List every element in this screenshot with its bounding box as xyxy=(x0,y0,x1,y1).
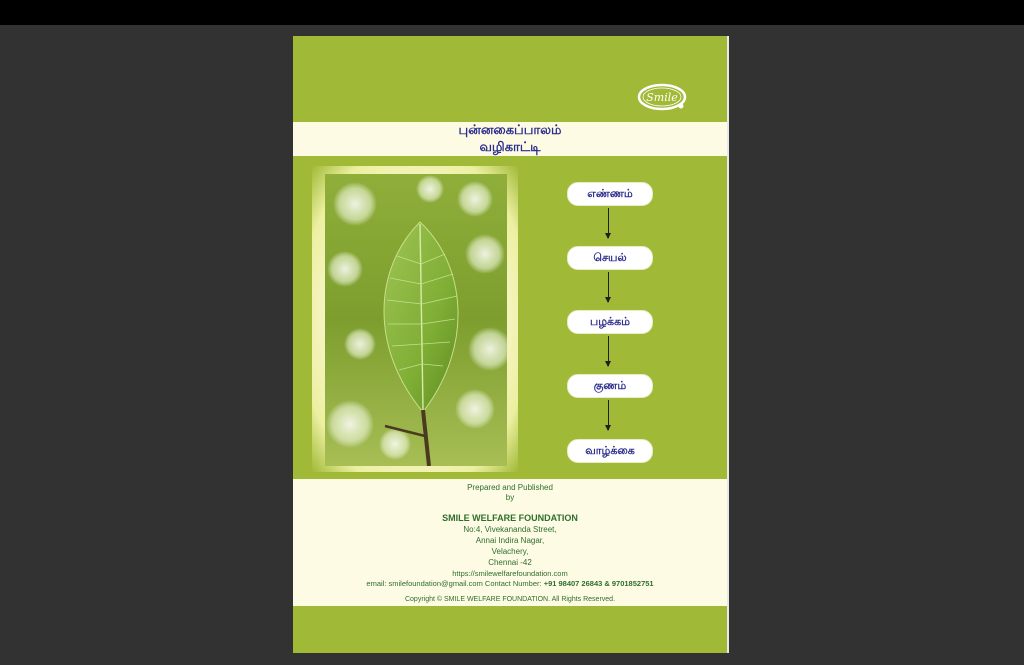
title-line-2: வழிகாட்டி xyxy=(479,140,541,155)
flow-step-gunam: குணம் xyxy=(567,374,653,398)
email-text: email: smilefoundation@gmail.com Contact Number: xyxy=(366,579,544,588)
flow-arrow-3 xyxy=(608,336,609,366)
prepared-text: Prepared and Published xyxy=(467,483,553,492)
phone-numbers: +91 98407 26843 & 9701852751 xyxy=(543,579,654,588)
org-name: SMILE WELFARE FOUNDATION xyxy=(442,513,578,523)
website-link[interactable]: https://smilewelfarefoundation.com xyxy=(452,569,568,578)
contact-line xyxy=(293,579,727,589)
by-text: by xyxy=(505,493,515,502)
flow-step-ennam: எண்ணம் xyxy=(567,182,653,206)
smile-logo-icon xyxy=(636,81,688,113)
address-line-2: Annai Indira Nagar, xyxy=(475,536,545,545)
flow-step-vazhkkai: வாழ்க்கை xyxy=(567,439,653,463)
document-page xyxy=(293,36,729,653)
flow-step-seyal: செயல் xyxy=(567,246,653,270)
title-band xyxy=(293,122,727,156)
address-line-3: Velachery, xyxy=(491,547,529,556)
viewer-top-bar xyxy=(0,0,1024,25)
title-line-1: புன்னகைப்பாலம் xyxy=(458,123,562,138)
address-line-4: Chennai -42 xyxy=(488,558,532,567)
flow-arrow-4 xyxy=(608,400,609,430)
footer-credits xyxy=(293,479,727,606)
flow-arrow-2 xyxy=(608,272,609,302)
green-leaf-image xyxy=(325,174,507,466)
flow-arrow-1 xyxy=(608,208,609,238)
address-line-1: No:4, Vivekananda Street, xyxy=(463,525,557,534)
logo-text: Smile xyxy=(646,91,678,104)
flow-step-pazhakkam: பழக்கம் xyxy=(567,310,653,334)
copyright-text: Copyright © SMILE WELFARE FOUNDATION. All Rights Reserved. xyxy=(404,596,616,603)
